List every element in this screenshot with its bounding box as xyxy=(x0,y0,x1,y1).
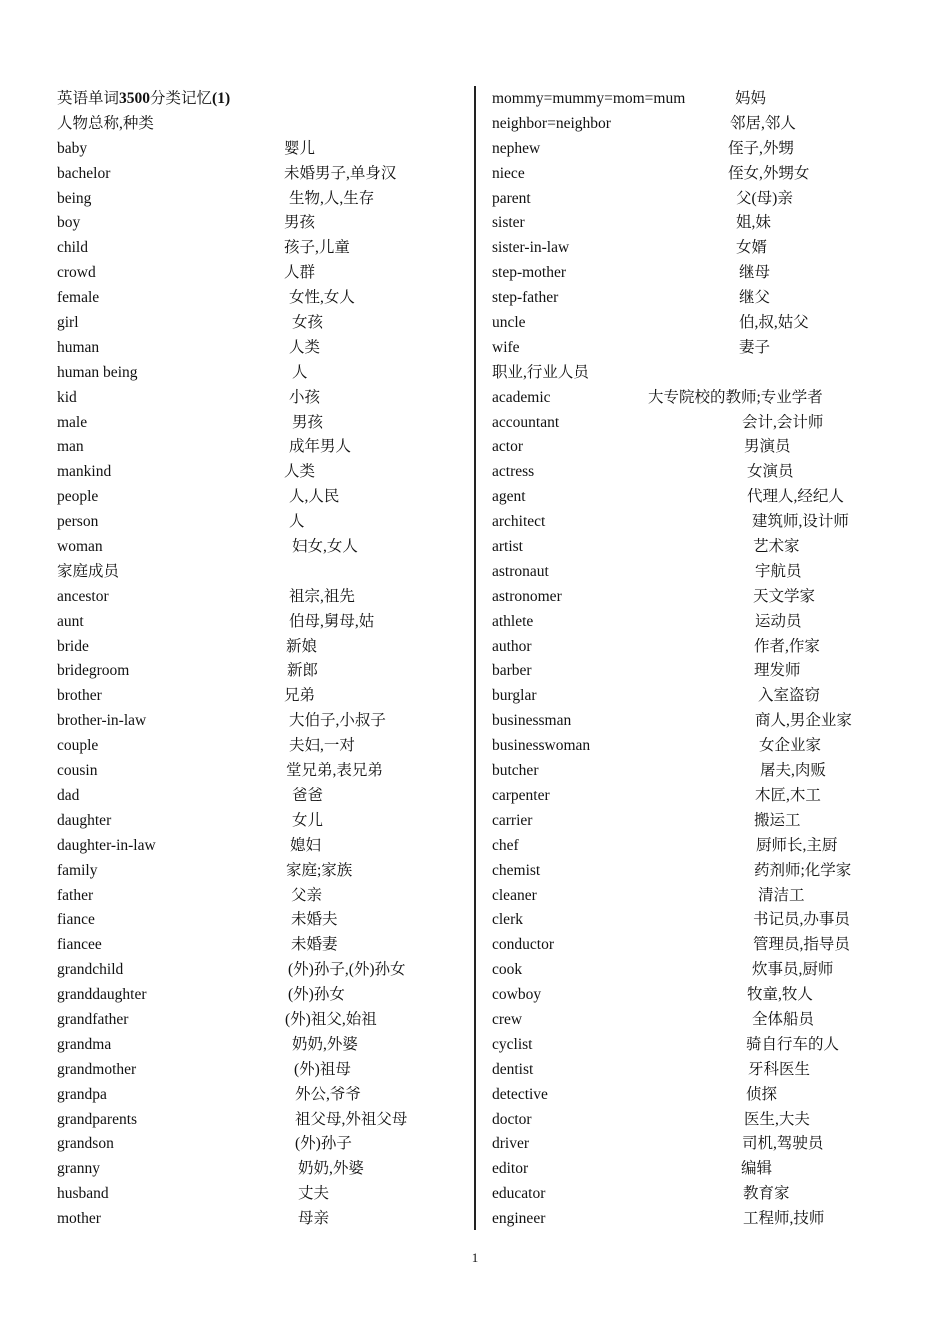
vocab-entry xyxy=(57,809,467,834)
vocab-entry xyxy=(492,933,912,958)
chinese-meaning: 大伯子,小叔子 xyxy=(289,712,386,730)
vocab-entry xyxy=(492,112,912,137)
english-word: astronaut xyxy=(492,562,549,580)
chinese-meaning: 未婚妻 xyxy=(291,936,338,954)
english-word: grandparents xyxy=(57,1110,138,1128)
english-word: carpenter xyxy=(492,786,550,804)
vocab-entry xyxy=(57,784,467,809)
vocab-entry xyxy=(492,460,912,485)
english-word: academic xyxy=(492,388,551,406)
english-word: dad xyxy=(57,786,80,804)
english-word: parent xyxy=(492,189,531,207)
chinese-meaning: 女演员 xyxy=(747,463,794,481)
english-word: husband xyxy=(57,1185,109,1203)
vocab-entry xyxy=(57,211,467,236)
vocab-entry xyxy=(492,1157,912,1182)
vocab-entry xyxy=(492,535,912,560)
english-word: cleaner xyxy=(492,886,537,904)
vocab-entry xyxy=(492,187,912,212)
chinese-meaning: 药剂师;化学家 xyxy=(754,861,852,879)
chinese-meaning: 女企业家 xyxy=(759,737,822,755)
english-word: granddaughter xyxy=(57,986,147,1004)
chinese-meaning: 堂兄弟,表兄弟 xyxy=(286,762,383,780)
chinese-meaning: 人群 xyxy=(284,264,316,282)
vocab-entry xyxy=(57,709,467,734)
vocab-entry xyxy=(492,684,912,709)
section-heading: 人物总称,种类 xyxy=(57,114,154,132)
english-word: human xyxy=(57,338,100,356)
english-word: educator xyxy=(492,1185,546,1203)
chinese-meaning: 生物,人,生存 xyxy=(289,189,375,207)
vocab-entry xyxy=(57,1157,467,1182)
vocab-entry xyxy=(492,908,912,933)
vocab-entry xyxy=(492,834,912,859)
chinese-meaning: 炊事员,厨师 xyxy=(752,961,834,979)
english-word: carrier xyxy=(492,811,533,829)
chinese-meaning: 入室盗窃 xyxy=(758,687,821,705)
english-word: grandchild xyxy=(57,961,124,979)
english-word: dentist xyxy=(492,1060,534,1078)
vocab-entry xyxy=(57,361,467,386)
chinese-meaning: 邻居,邻人 xyxy=(730,114,796,132)
vocab-entry xyxy=(492,659,912,684)
vocab-entry xyxy=(57,435,467,460)
chinese-meaning: 女性,女人 xyxy=(289,289,355,307)
vocab-entry xyxy=(57,386,467,411)
vocab-entry xyxy=(492,784,912,809)
english-word: accountant xyxy=(492,413,560,431)
chinese-meaning: 未婚男子,单身汉 xyxy=(284,164,397,182)
chinese-meaning: 骑自行车的人 xyxy=(746,1035,840,1053)
vocab-entry xyxy=(57,610,467,635)
english-word: artist xyxy=(492,538,523,556)
chinese-meaning: 祖宗,祖先 xyxy=(289,587,355,605)
vocab-entry xyxy=(57,286,467,311)
english-word: bride xyxy=(57,637,89,655)
english-word: cousin xyxy=(57,762,98,780)
vocab-entry xyxy=(492,709,912,734)
chinese-meaning: 人 xyxy=(289,513,305,531)
vocab-entry xyxy=(492,1207,912,1232)
chinese-meaning: 商人,男企业家 xyxy=(755,712,852,730)
vocab-entry xyxy=(57,1083,467,1108)
vocab-entry xyxy=(57,635,467,660)
vocab-entry xyxy=(492,286,912,311)
vocab-entry xyxy=(57,684,467,709)
english-word: mother xyxy=(57,1210,101,1228)
english-word: family xyxy=(57,861,98,879)
vocab-entry xyxy=(57,908,467,933)
english-word: businesswoman xyxy=(492,737,591,755)
chinese-meaning: 奶奶,外婆 xyxy=(292,1035,358,1053)
vocab-entry xyxy=(57,1058,467,1083)
english-word: grandpa xyxy=(57,1085,107,1103)
vocab-entry xyxy=(492,485,912,510)
english-word: man xyxy=(57,438,84,456)
vocab-entry xyxy=(492,809,912,834)
vocab-entry xyxy=(57,659,467,684)
chinese-meaning: 全体船员 xyxy=(752,1010,815,1028)
chinese-meaning: 男孩 xyxy=(292,413,324,431)
column-divider xyxy=(474,86,476,1230)
chinese-meaning: 建筑师,设计师 xyxy=(752,513,849,531)
right-column xyxy=(492,87,912,1232)
chinese-meaning: 管理员,指导员 xyxy=(753,936,850,954)
chinese-meaning: 女儿 xyxy=(292,811,324,829)
english-word: crowd xyxy=(57,264,96,282)
vocab-entry xyxy=(492,859,912,884)
chinese-meaning: 宇航员 xyxy=(755,562,802,580)
left-word-list xyxy=(57,112,467,1232)
chinese-meaning: 艺术家 xyxy=(753,538,800,556)
vocab-entry xyxy=(492,336,912,361)
chinese-meaning: 伯母,舅母,姑 xyxy=(289,612,375,630)
vocab-entry xyxy=(57,958,467,983)
chinese-meaning: 书记员,办事员 xyxy=(753,911,850,929)
english-word: architect xyxy=(492,513,546,531)
english-word: people xyxy=(57,488,99,506)
chinese-meaning: 理发师 xyxy=(754,662,801,680)
chinese-meaning: 侦探 xyxy=(746,1085,778,1103)
left-column xyxy=(57,87,467,1232)
english-word: sister-in-law xyxy=(492,239,570,257)
english-word: crew xyxy=(492,1010,523,1028)
chinese-meaning: 屠夫,肉贩 xyxy=(760,762,826,780)
chinese-meaning: 父(母)亲 xyxy=(736,189,793,207)
vocab-entry xyxy=(492,1033,912,1058)
vocab-entry xyxy=(492,261,912,286)
chinese-meaning: (外)孙子,(外)孙女 xyxy=(288,961,406,979)
english-word: cyclist xyxy=(492,1035,533,1053)
vocab-entry xyxy=(492,236,912,261)
chinese-meaning: 厨师长,主厨 xyxy=(756,836,838,854)
document-title: 英语单词3500分类记忆(1) xyxy=(57,90,231,107)
vocab-entry xyxy=(57,336,467,361)
vocab-entry xyxy=(57,884,467,909)
vocab-entry xyxy=(57,510,467,535)
english-word: engineer xyxy=(492,1210,546,1228)
english-word: girl xyxy=(57,314,79,332)
chinese-meaning: 代理人,经纪人 xyxy=(747,488,844,506)
vocab-entry xyxy=(57,485,467,510)
vocab-entry xyxy=(492,1132,912,1157)
vocab-entry xyxy=(57,1207,467,1232)
english-word: businessman xyxy=(492,712,572,730)
vocab-entry xyxy=(492,983,912,1008)
chinese-meaning: 人 xyxy=(292,363,308,381)
english-word: child xyxy=(57,239,88,257)
chinese-meaning: 兄弟 xyxy=(284,687,316,705)
section-heading: 家庭成员 xyxy=(57,562,120,580)
english-word: aunt xyxy=(57,612,84,630)
vocab-entry xyxy=(492,560,912,585)
vocab-entry xyxy=(492,435,912,460)
chinese-meaning: 奶奶,外婆 xyxy=(298,1160,364,1178)
english-word: human being xyxy=(57,363,138,381)
chinese-meaning: 孩子,儿童 xyxy=(284,239,350,257)
vocab-entry xyxy=(492,635,912,660)
chinese-meaning: 人类 xyxy=(284,463,316,481)
english-word: mommy=mummy=mom=mum xyxy=(492,90,686,107)
chinese-meaning: 祖父母,外祖父母 xyxy=(295,1110,408,1128)
english-word: boy xyxy=(57,214,81,232)
vocab-entry xyxy=(57,1008,467,1033)
chinese-meaning: 运动员 xyxy=(755,612,802,630)
chinese-meaning: 新郎 xyxy=(287,662,319,680)
chinese-meaning: 父亲 xyxy=(291,886,323,904)
vocab-entry xyxy=(492,510,912,535)
english-word: woman xyxy=(57,538,103,556)
english-word: sister xyxy=(492,214,525,232)
vocab-entry xyxy=(492,1008,912,1033)
english-word: brother xyxy=(57,687,102,705)
english-word: fiance xyxy=(57,911,95,929)
english-word: actress xyxy=(492,463,535,481)
vocab-entry xyxy=(57,311,467,336)
english-word: clerk xyxy=(492,911,523,929)
english-word: burglar xyxy=(492,687,537,705)
vocab-entry xyxy=(492,1058,912,1083)
chinese-meaning: (外)祖母 xyxy=(294,1060,351,1078)
chinese-meaning: 新娘 xyxy=(286,637,318,655)
english-word: conductor xyxy=(492,936,554,954)
chinese-meaning: 搬运工 xyxy=(754,811,801,829)
english-word: grandson xyxy=(57,1135,114,1153)
chinese-meaning: 继父 xyxy=(739,289,771,307)
chinese-meaning: 成年男人 xyxy=(289,438,352,456)
chinese-meaning: 姐,妹 xyxy=(736,214,771,232)
chinese-meaning: 人,人民 xyxy=(289,488,340,506)
vocab-entry xyxy=(57,460,467,485)
chinese-meaning: 侄子,外甥 xyxy=(728,139,794,157)
english-word: bachelor xyxy=(57,164,111,182)
vocab-entry xyxy=(57,983,467,1008)
vocab-entry xyxy=(492,610,912,635)
chinese-meaning: 大专院校的教师;专业学者 xyxy=(648,388,823,406)
english-word: chemist xyxy=(492,861,541,879)
vocab-entry xyxy=(57,585,467,610)
chinese-meaning: 妈妈 xyxy=(735,90,767,107)
english-word: butcher xyxy=(492,762,539,780)
english-word: daughter-in-law xyxy=(57,836,156,854)
vocab-entry xyxy=(57,261,467,286)
chinese-meaning: 妻子 xyxy=(739,338,771,356)
chinese-meaning: 小孩 xyxy=(289,388,321,406)
vocab-entry xyxy=(57,933,467,958)
vocab-entry xyxy=(492,1083,912,1108)
english-word: fiancee xyxy=(57,936,102,954)
chinese-meaning: 妇女,女人 xyxy=(292,538,358,556)
chinese-meaning: 作者,作家 xyxy=(754,637,820,655)
english-word: grandfather xyxy=(57,1010,129,1028)
chinese-meaning: 工程师,技师 xyxy=(743,1210,825,1228)
chinese-meaning: 司机,驾驶员 xyxy=(742,1135,824,1153)
chinese-meaning: 母亲 xyxy=(298,1210,330,1228)
chinese-meaning: 媳妇 xyxy=(290,836,322,854)
section-heading: 职业,行业人员 xyxy=(492,363,589,381)
chinese-meaning: 外公,爷爷 xyxy=(295,1085,361,1103)
chinese-meaning: 女孩 xyxy=(292,314,324,332)
chinese-meaning: 婴儿 xyxy=(284,139,316,157)
vocab-entry xyxy=(57,734,467,759)
chinese-meaning: 女婿 xyxy=(736,239,768,257)
chinese-meaning: 牧童,牧人 xyxy=(747,986,813,1004)
english-word: father xyxy=(57,886,94,904)
chinese-meaning: 木匠,木工 xyxy=(755,786,821,804)
chinese-meaning: 医生,大夫 xyxy=(744,1110,810,1128)
vocab-entry xyxy=(492,311,912,336)
english-word: brother-in-law xyxy=(57,712,147,730)
vocab-entry xyxy=(492,1182,912,1207)
vocab-entry xyxy=(492,137,912,162)
chinese-meaning: 伯,叔,姑父 xyxy=(739,314,809,332)
vocab-entry xyxy=(492,884,912,909)
vocab-entry xyxy=(57,1182,467,1207)
english-word: baby xyxy=(57,139,88,157)
english-word: uncle xyxy=(492,314,526,332)
vocab-entry xyxy=(492,585,912,610)
english-word: female xyxy=(57,289,100,307)
english-word: athlete xyxy=(492,612,534,630)
chinese-meaning: 继母 xyxy=(739,264,771,282)
vocab-entry xyxy=(57,859,467,884)
english-word: agent xyxy=(492,488,526,506)
chinese-meaning: 男孩 xyxy=(284,214,316,232)
english-word: author xyxy=(492,637,532,655)
english-word: mankind xyxy=(57,463,112,481)
english-word: daughter xyxy=(57,811,112,829)
vocab-entry xyxy=(492,162,912,187)
english-word: barber xyxy=(492,662,532,680)
chinese-meaning: 家庭;家族 xyxy=(286,861,353,879)
vocab-entry xyxy=(492,1108,912,1133)
english-word: step-mother xyxy=(492,264,567,282)
vocab-entry xyxy=(492,734,912,759)
right-word-list xyxy=(492,87,912,1232)
chinese-meaning: (外)孙女 xyxy=(288,986,345,1004)
english-word: step-father xyxy=(492,289,559,307)
chinese-meaning: 人类 xyxy=(289,338,321,356)
vocab-entry xyxy=(57,162,467,187)
vocab-entry xyxy=(57,834,467,859)
chinese-meaning: 天文学家 xyxy=(753,587,816,605)
vocab-entry xyxy=(57,1108,467,1133)
vocab-entry xyxy=(492,87,912,112)
english-word: nephew xyxy=(492,139,541,157)
english-word: grandmother xyxy=(57,1060,137,1078)
english-word: bridegroom xyxy=(57,662,130,680)
chinese-meaning: 丈夫 xyxy=(298,1185,330,1203)
english-word: kid xyxy=(57,388,77,406)
vocab-entry xyxy=(492,211,912,236)
english-word: cook xyxy=(492,961,523,979)
english-word: actor xyxy=(492,438,523,456)
english-word: astronomer xyxy=(492,587,562,605)
vocab-entry xyxy=(57,1132,467,1157)
vocab-entry xyxy=(57,535,467,560)
english-word: grandma xyxy=(57,1035,112,1053)
english-word: couple xyxy=(57,737,99,755)
english-word: cowboy xyxy=(492,986,542,1004)
chinese-meaning: 会计,会计师 xyxy=(742,413,824,431)
english-word: person xyxy=(57,513,99,531)
english-word: driver xyxy=(492,1135,530,1153)
chinese-meaning: 男演员 xyxy=(744,438,791,456)
vocab-entry xyxy=(57,759,467,784)
english-word: granny xyxy=(57,1160,101,1178)
chinese-meaning: 清洁工 xyxy=(758,886,805,904)
chinese-meaning: 未婚夫 xyxy=(291,911,338,929)
english-word: neighbor=neighbor xyxy=(492,114,611,132)
english-word: male xyxy=(57,413,88,431)
vocab-entry xyxy=(57,1033,467,1058)
vocab-entry xyxy=(492,411,912,436)
chinese-meaning: (外)祖父,始祖 xyxy=(285,1010,377,1028)
vocab-entry xyxy=(57,236,467,261)
vocab-entry xyxy=(492,386,912,411)
chinese-meaning: 夫妇,一对 xyxy=(289,737,355,755)
chinese-meaning: 编辑 xyxy=(741,1160,773,1178)
vocab-entry xyxy=(57,187,467,212)
english-word: ancestor xyxy=(57,587,109,605)
english-word: doctor xyxy=(492,1110,532,1128)
vocab-entry xyxy=(57,411,467,436)
vocab-entry xyxy=(57,137,467,162)
vocab-entry xyxy=(492,958,912,983)
english-word: editor xyxy=(492,1160,529,1178)
english-word: niece xyxy=(492,164,525,182)
page-number: 1 xyxy=(471,1250,479,1265)
chinese-meaning: 牙科医生 xyxy=(748,1060,811,1078)
english-word: chef xyxy=(492,836,519,854)
chinese-meaning: (外)孙子 xyxy=(295,1135,352,1153)
chinese-meaning: 爸爸 xyxy=(292,786,324,804)
english-word: wife xyxy=(492,338,520,356)
english-word: being xyxy=(57,189,92,207)
chinese-meaning: 教育家 xyxy=(743,1185,790,1203)
vocab-entry xyxy=(492,759,912,784)
chinese-meaning: 侄女,外甥女 xyxy=(728,164,810,182)
english-word: detective xyxy=(492,1085,548,1103)
